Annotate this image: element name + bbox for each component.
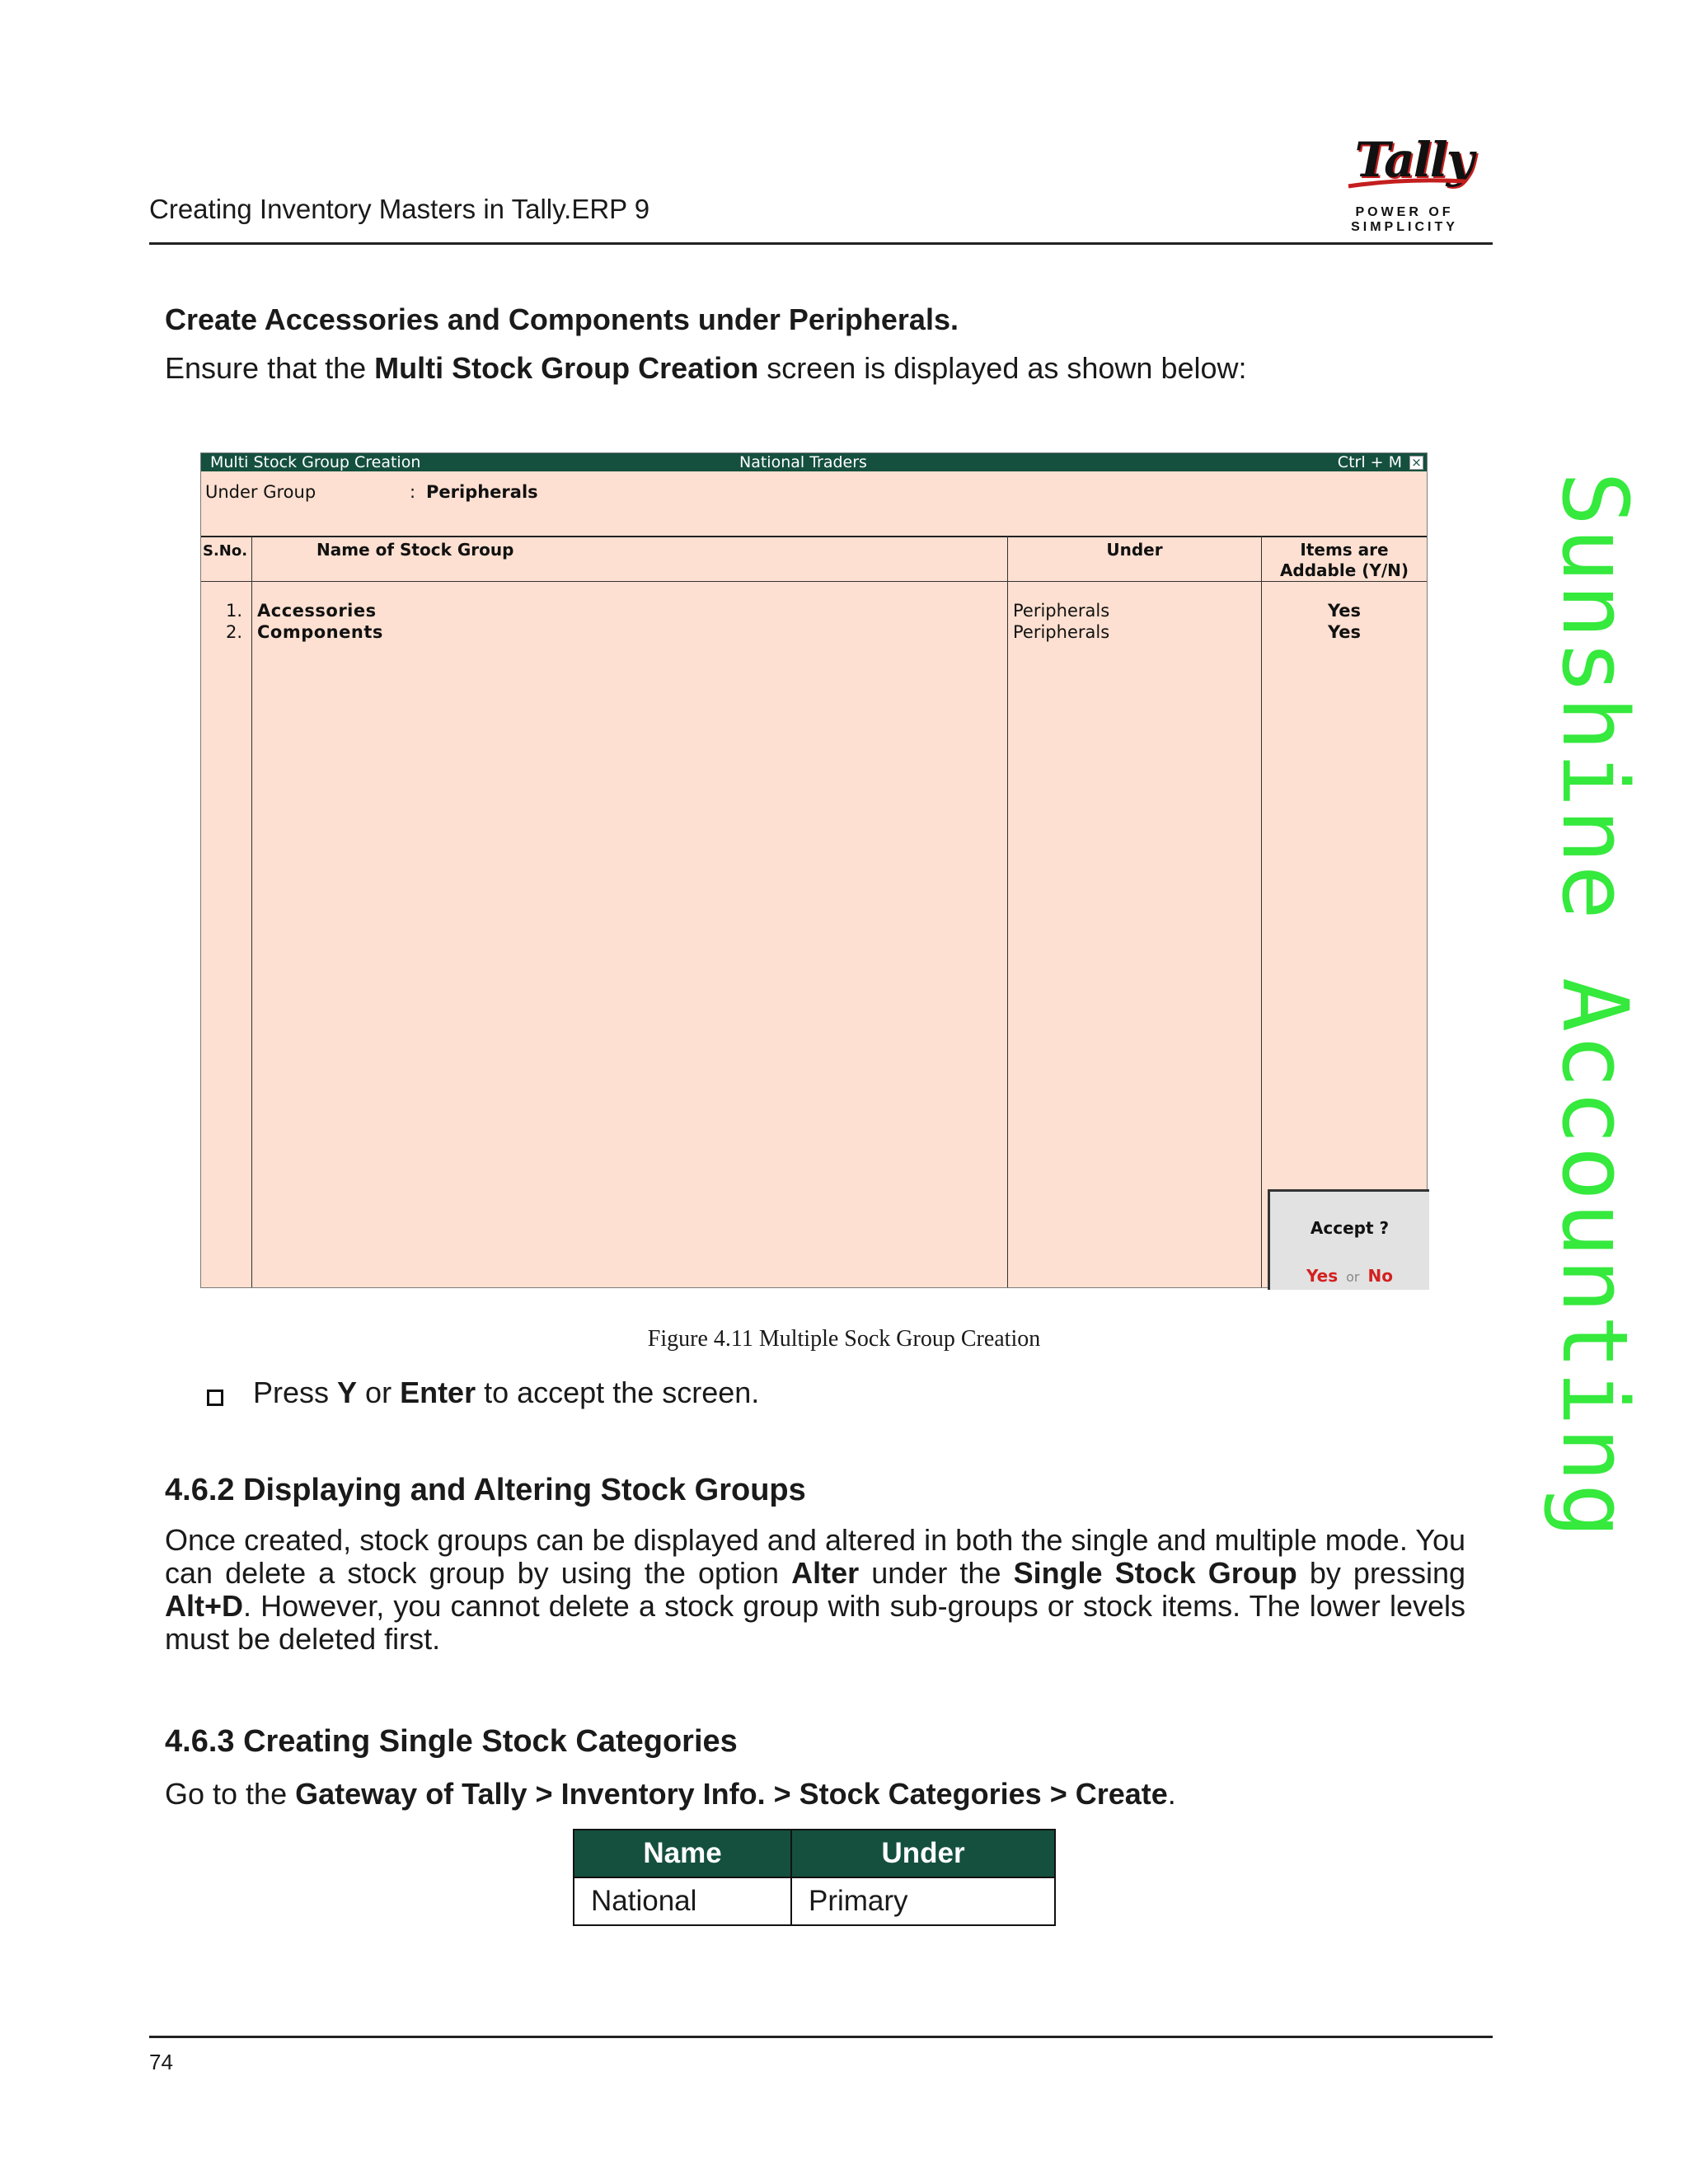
- shortcut-label: Ctrl + M: [1337, 453, 1402, 471]
- tally-logo: [1302, 132, 1500, 234]
- section-4-6-2-paragraph: [165, 1524, 1465, 1656]
- footer-rule: [149, 2036, 1493, 2038]
- logo-tagline: POWER OF SIMPLICITY: [1351, 205, 1458, 234]
- para-text-3: by pressing: [1296, 1556, 1465, 1590]
- table-header-under: Under: [791, 1830, 1055, 1877]
- row-sno: 1.: [225, 601, 242, 621]
- logo-swoosh-icon: [1345, 175, 1469, 191]
- screen-title-bar: [201, 453, 1427, 471]
- accept-options: [1270, 1266, 1429, 1286]
- row-name-field[interactable]: Components: [257, 622, 383, 642]
- stock-category-table: [573, 1829, 1056, 1926]
- intro-text-1: Ensure that the: [165, 351, 375, 385]
- column-divider: [1261, 536, 1262, 1287]
- para-text-1: Once created, stock groups can be displayed and altered in both the single and multiple mode. You can delete a stock group by using the option: [165, 1523, 1465, 1590]
- column-divider: [1007, 536, 1008, 1287]
- intro-bold-screen-name: Multi Stock Group Creation: [374, 351, 759, 385]
- logo-wordmark: Tally: [1354, 132, 1473, 188]
- bullet-key-y: Y: [337, 1376, 358, 1409]
- section-heading-4-6-2: 4.6.2 Displaying and Altering Stock Groups: [165, 1473, 806, 1507]
- intro-paragraph: [165, 350, 1247, 387]
- table-cell-under: Primary: [791, 1877, 1055, 1925]
- table-cell-name: National: [574, 1877, 791, 1925]
- row-under-field[interactable]: Peripherals: [1013, 601, 1110, 621]
- para-text-2: under the: [859, 1556, 1014, 1590]
- grid-header-rule: [201, 581, 1427, 582]
- screen-title: Multi Stock Group Creation: [210, 453, 421, 471]
- under-group-colon: :: [410, 482, 416, 502]
- accept-yes-button[interactable]: Yes: [1306, 1266, 1339, 1286]
- watermark: Sunshine Accounting: [1542, 471, 1648, 1540]
- table-header-row: [574, 1830, 1055, 1877]
- bullet-text: [253, 1375, 759, 1411]
- column-header-addable: [1262, 540, 1427, 581]
- table-header-name: Name: [574, 1830, 791, 1877]
- row-sno: 2.: [225, 622, 242, 642]
- nav-text-2: .: [1167, 1777, 1176, 1811]
- bullet-text-1: Press: [253, 1376, 338, 1409]
- row-addable-field[interactable]: Yes: [1327, 601, 1362, 621]
- grid-top-rule: [201, 536, 1427, 537]
- accept-or-label: or: [1346, 1269, 1360, 1285]
- intro-text-2: screen is displayed as shown below:: [758, 351, 1247, 385]
- para-bold-single-stock-group: Single Stock Group: [1013, 1556, 1297, 1590]
- column-header-name: Name of Stock Group: [316, 540, 514, 560]
- tally-multi-stock-group-screen: [200, 452, 1428, 1288]
- figure-caption: Figure 4.11 Multiple Sock Group Creation: [647, 1326, 1041, 1352]
- column-header-addable-line1: Items are: [1300, 540, 1389, 560]
- bullet-square-icon: [207, 1390, 223, 1406]
- bullet-text-2: or: [357, 1376, 401, 1409]
- bullet-text-3: to accept the screen.: [476, 1376, 760, 1409]
- close-icon[interactable]: ×: [1409, 456, 1423, 470]
- company-name: National Traders: [739, 453, 867, 471]
- row-under-field[interactable]: Peripherals: [1013, 622, 1110, 642]
- page-number: 74: [149, 2050, 173, 2074]
- column-divider: [251, 536, 252, 1287]
- para-text-4: . However, you cannot delete a stock group with sub-groups or stock items. The lower levels must be deleted first.: [165, 1589, 1465, 1656]
- navigation-instruction: [165, 1776, 1176, 1812]
- section-heading-4-6-3: 4.6.3 Creating Single Stock Categories: [165, 1724, 738, 1759]
- accept-dialog: [1268, 1189, 1429, 1290]
- para-bold-alt-d: Alt+D: [165, 1589, 244, 1623]
- column-header-addable-line2: Addable (Y/N): [1279, 560, 1409, 580]
- under-group-field[interactable]: Peripherals: [426, 482, 538, 502]
- row-addable-field[interactable]: Yes: [1327, 622, 1362, 642]
- accept-no-button[interactable]: No: [1367, 1266, 1393, 1286]
- under-group-label: Under Group: [205, 482, 316, 502]
- intro-heading: Create Accessories and Components under Peripherals.: [165, 302, 959, 336]
- running-header-title: Creating Inventory Masters in Tally.ERP 9: [149, 194, 650, 224]
- accept-question: Accept ?: [1310, 1218, 1390, 1238]
- nav-path: Gateway of Tally > Inventory Info. > Stock Categories > Create: [295, 1777, 1168, 1811]
- column-header-sno: S.No.: [203, 542, 248, 560]
- column-header-under: Under: [1106, 540, 1163, 560]
- row-name-field[interactable]: Accessories: [257, 601, 377, 621]
- nav-text-1: Go to the: [165, 1777, 296, 1811]
- para-bold-alter: Alter: [791, 1556, 860, 1590]
- bullet-key-enter: Enter: [400, 1376, 476, 1409]
- header-rule: [149, 242, 1493, 245]
- table-row: [574, 1877, 1055, 1925]
